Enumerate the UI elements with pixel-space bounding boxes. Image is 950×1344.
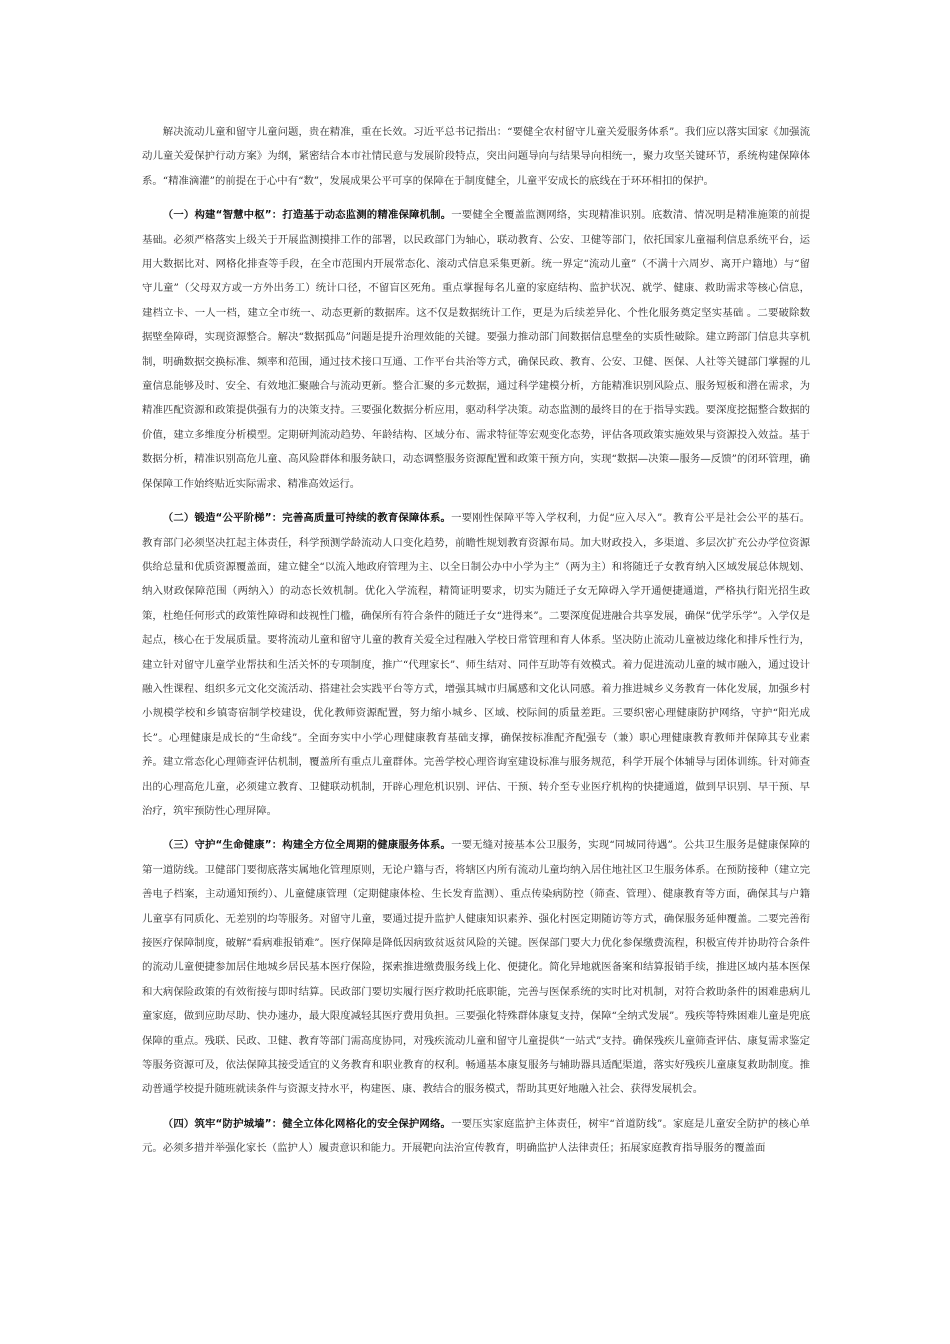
section-paragraph-3 <box>142 833 810 1101</box>
section-body-2: 一要刚性保障平等入学权利，力促“应入尽入”。教育公平是社会公平的基石。教育部门必须坚决扛起主体责任，科学预测学龄流动人口变化趋势，前瞻性规划教育资源布局。加大财政投入，多渠道、多层次扩充公办学位资源供给总量和优质资源覆盖面，建立健全“以流入地政府管理为主、以全日制公办中小学为主”（两为主）和将随迁子女教育纳入区域发展总体规划、纳入财政保障范围（两纳入）的动态长效机制。优化入学流程，精简证明要求，切实为随迁子女无障碍入学开通便捷通道，严格执行阳光招生政策，杜绝任何形式的政策性障碍和歧视性门槛，确保所有符合条件的随迁子女“进得来”。二要深度促进融合共享发展，确保“优学乐学”。入学仅是起点，核心在于发展质量。要将流动儿童和留守儿童的教育关爱全过程融入学校日常管理和育人体系。坚决防止流动儿童被边缘化和排斥性行为，建立针对留守儿童学业帮扶和生活关怀的专项制度，推广“代理家长”、师生结对、同伴互助等有效模式。着力促进流动儿童的城市融入，通过设计融入性课程、组织多元文化交流活动、搭建社会实践平台等方式，增强其城市归属感和文化认同感。着力推进城乡义务教育一体化发展，加强乡村小规模学校和乡镇寄宿制学校建设，优化教师资源配置，努力缩小城乡、区域、校际间的质量差距。三要织密心理健康防护网络，守护“阳光成长”。心理健康是成长的“生命线”。全面夯实中小学心理健康教育基础支撑，确保按标准配齐配强专（兼）职心理健康教育教师并保障其专业素养。建立常态化心理筛查评估机制，覆盖所有重点儿童群体。完善学校心理咨询室建设标准与服务规范，科学开展个体辅导与团体训练。针对筛查出的心理高危儿童，必须建立教育、卫健联动机制，开辟心理危机识别、评估、干预、转介至专业医疗机构的快捷通道，做到早识别、早干预、早治疗，筑牢预防性心理屏障。 <box>142 512 811 817</box>
section-heading-4: （四）筑牢“防护城墙”：健全立体化网格化的安全保护网络。 <box>162 1117 452 1130</box>
section-paragraph-4 <box>142 1112 810 1161</box>
section-heading-2: （二）锻造“公平阶梯”：完善高质量可持续的教育保障体系。 <box>162 512 452 525</box>
section-body-1: 一要健全全覆盖监测网络，实现精准识别。底数清、情况明是精准施策的前提基础。必须严格落实上级关于开展监测摸排工作的部署，以民政部门为轴心，联动教育、公安、卫健等部门，依托国家儿童福利信息系统平台，运用大数据比对、网格化排查等手段，在全市范围内开展常态化、滚动式信息采集更新。统一界定“流动儿童”（不满十六周岁、离开户籍地）与“留守儿童”（父母双方或一方外出务工）统计口径，不留盲区死角。重点掌握每名儿童的家庭结构、监护状况、就学、健康、救助需求等核心信息，建档立卡、一人一档，建立全市统一、动态更新的数据库。这不仅是数据统计工作，更是为后续差异化、个性化服务奠定坚实基础 。二要破除数据壁垒障碍，实现资源整合。解决“数据孤岛”问题是提升治理效能的关键。要强力推动部门间数据信息壁垒的实质性破除。建立跨部门信息共享机制，明确数据交换标准、频率和范围，通过技术接口互通、工作平台共治等方式，确保民政、教育、公安、卫健、医保、人社等关键部门掌握的儿童信息能够及时、安全、有效地汇聚融合与流动更新。整合汇聚的多元数据，通过科学建模分析，方能精准识别风险点、服务短板和潜在需求，为精准匹配资源和政策提供强有力的决策支持。三要强化数据分析应用，驱动科学决策。动态监测的最终目的在于指导实践。要深度挖掘整合数据的价值，建立多维度分析模型。定期研判流动趋势、年龄结构、区域分布、需求特征等宏观变化态势，评估各项政策实施效果与资源投入效益。基于数据分析，精准识别高危儿童、高风险群体和服务缺口，动态调整服务资源配置和政策干预方向，实现“数据—决策—服务—反馈”的闭环管理，确保保障工作始终贴近实际需求、精准高效运行。 <box>142 209 810 490</box>
section-paragraph-1 <box>142 203 810 496</box>
document-page <box>142 120 810 1171</box>
section-body-4: 一要压实家庭监护主体责任，树牢“首道防线”。家庭是儿童安全防护的核心单元。必须多措并举强化家长（监护人）履责意识和能力。开展靶向法治宣传教育，明确监护人法律责任；拓展家庭教育指导服务的覆盖面 <box>142 1117 811 1155</box>
intro-paragraph: 解决流动儿童和留守儿童问题，贵在精准，重在长效。习近平总书记指出：“要健全农村留守儿童关爱服务体系”。我们应以落实国家《加强流动儿童关爱保护行动方案》为纲，紧密结合本市社情民意与发展阶段特点，突出问题导向与结果导向相统一，聚力攻坚关键环节，系统构建保障体系。“精准滴灌”的前提在于心中有“数”，发展成果公平可享的保障在于制度健全，儿童平安成长的底线在于环环相扣的保护。 <box>142 126 810 187</box>
section-body-3: 一要无缝对接基本公卫服务，实现“同城同待遇”。公共卫生服务是健康保障的第一道防线。卫健部门要彻底落实属地化管理原则，无论户籍与否，将辖区内所有流动儿童均纳入居住地社区卫生服务体系。在预防接种（建立完善电子档案，主动通知预约）、儿童健康管理（定期健康体检、生长发育监测）、重点传染病防控（筛查、管理）、健康教育等方面，确保其与户籍儿童享有同质化、无差别的均等服务。对留守儿童，要通过提升监护人健康知识素养、强化村医定期随访等方式，确保服务延伸覆盖。二要完善衔接医疗保障制度，破解“看病难报销难”。医疗保障是降低因病致贫返贫风险的关键。医保部门要大力优化参保缴费流程，积极宣传并协助符合条件的流动儿童便捷参加居住地城乡居民基本医疗保险，探索推进缴费服务线上化、便捷化。简化异地就医备案和结算报销手续，推进区域内基本医保和大病保险政策的有效衔接与即时结算。民政部门要切实履行医疗救助托底职能，完善与医保系统的实时比对机制，对符合救助条件的困难患病儿童家庭，做到应助尽助、快办速办，最大限度减轻其医疗费用负担。三要强化特殊群体康复支持，保障“全纳式发展”。残疾等特殊困难儿童是兜底保障的重点。残联、民政、卫健、教育等部门需高度协同，对残疾流动儿童和留守儿童提供“一站式”支持。确保残疾儿童筛查评估、康复需求鉴定等服务资源可及，依法保障其接受适宜的义务教育和职业教育的权利。畅通基本康复服务与辅助器具适配渠道，落实好残疾儿童康复救助制度。推动普通学校提升随班就读条件与资源支持水平，构建医、康、教结合的服务模式，帮助其更好地融入社会、获得发展机会。 <box>142 839 811 1096</box>
section-heading-3: （三）守护“生命健康”：构建全方位全周期的健康服务体系。 <box>162 839 452 852</box>
section-paragraph-2 <box>142 506 810 823</box>
section-heading-1: （一）构建“智慧中枢”：打造基于动态监测的精准保障机制。 <box>162 209 452 222</box>
